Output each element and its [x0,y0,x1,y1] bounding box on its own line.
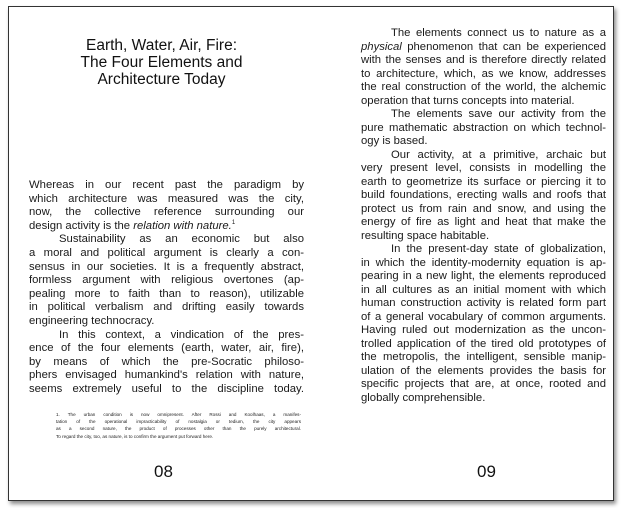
footnote-line: tation of the operational impracticability of nostalgia or tedium, the city appears [56,419,301,425]
text-line: The elements save our activity from the [391,108,606,120]
footnote-line: To regard the city, too, as nature, is to confirm the argument put forward here. [56,433,214,439]
footnote-line: as a second nature, the product of processes other than the purely architectural. [56,426,301,432]
left-page-body [29,179,304,397]
text-line: specific projects that are, at once, rooted and [361,378,606,390]
text-line: now, the collective reference surrounding our [29,206,304,219]
italic-phrase: relation with nature. [133,219,232,232]
text-line: sensus in our societies. It is a frequently abstract, [29,260,304,273]
text-line: in political verbalism and drifting easily towards [29,301,304,314]
text-line: Sustainability as an economic but also [59,233,304,246]
page-number-right: 09 [477,462,496,481]
book-spread [8,6,614,501]
text-line: with the senses and is therefore directly related [361,54,606,66]
text-line: to architecture, which, as we know, addresses [361,67,606,80]
text-line [29,220,304,234]
right-page-body [361,27,606,405]
text-line: the metropolis, the intelligent, sensible manip- [361,351,606,363]
text-line: a moral and political argument is clearly a con- [29,246,304,259]
text-line: which architecture was measured was the city, [29,192,304,205]
text-line: pearing in a new light, the elements reproduced [361,270,606,282]
text-line: resulting space habitable. [361,229,490,242]
text-line: seems extremely useful to the discipline today. [29,382,304,395]
text-line: protect us from rain and snow, and using the [361,202,606,215]
text-line: Our activity, at a primitive, archaic but [391,148,606,161]
text-line: engineering technocracy. [29,314,155,327]
text-line: very present level, consists in modelling the [361,162,606,174]
text-line: pure mathematic abstraction on which technol- [361,121,606,134]
text-line: energy of fire as light and heat that make the [361,216,606,228]
text-line: pealing more to faith than to reason), utilizable [29,287,304,300]
footnote-marker: 1 [231,220,236,227]
text-line: Whereas in our recent past the paradigm by [29,179,304,191]
footnote [56,411,301,440]
text-line: in all cultures as an initial moment with which [361,283,606,296]
text-line: ogy is based. [361,135,428,147]
text-line: phers envisaged humankind's relation with nature, [29,369,304,382]
text-line: In this context, a vindication of the pres- [59,328,304,341]
text-line: ulation of the elements provides the basis for [361,364,606,377]
text-line: of a general vocabulary of common arguments. [361,310,606,323]
title-line: The Four Elements and [80,54,243,71]
text-fragment: phenomenon that can be experienced [401,40,606,53]
text-line: In the present-day state of globalization, [391,243,606,255]
text-line: globally comprehensible. [361,391,486,404]
italic-word: physical [361,40,402,53]
text-line: build foundations, erecting walls and roofs that [361,189,606,201]
text-line [361,41,606,55]
text-line: operation that turns concepts into material. [361,94,575,107]
text-line: trolled application of the tired old prototypes of [361,337,606,350]
text-line: earth to geometrize its surface or piercing it to [361,175,606,188]
text-line: by means of which the pre-Socratic philoso- [29,355,304,368]
text-line: formless argument with religious overtones (ap- [29,274,304,287]
chapter-title [29,37,294,88]
text-line: in which the identity-modernity equation is ap- [361,256,606,269]
text-line: The elements connect us to nature as a [391,27,606,39]
page-number-left: 08 [154,462,173,481]
title-line: Architecture Today [97,71,226,88]
text-line: human construction activity is related form part [361,297,606,309]
footnote-line: 1. The urban condition is now omnipresent. After Rossi and Koolhaas, a manifes- [56,412,301,417]
text-fragment: design activity is the [29,219,134,232]
text-line: ence of the four elements (earth, water, air, fire), [29,342,304,355]
text-line: Having ruled out modernization as the uncon- [361,324,606,336]
title-line: Earth, Water, Air, Fire: [85,37,238,54]
text-line: the real construction of the world, the alchemic [361,81,606,93]
